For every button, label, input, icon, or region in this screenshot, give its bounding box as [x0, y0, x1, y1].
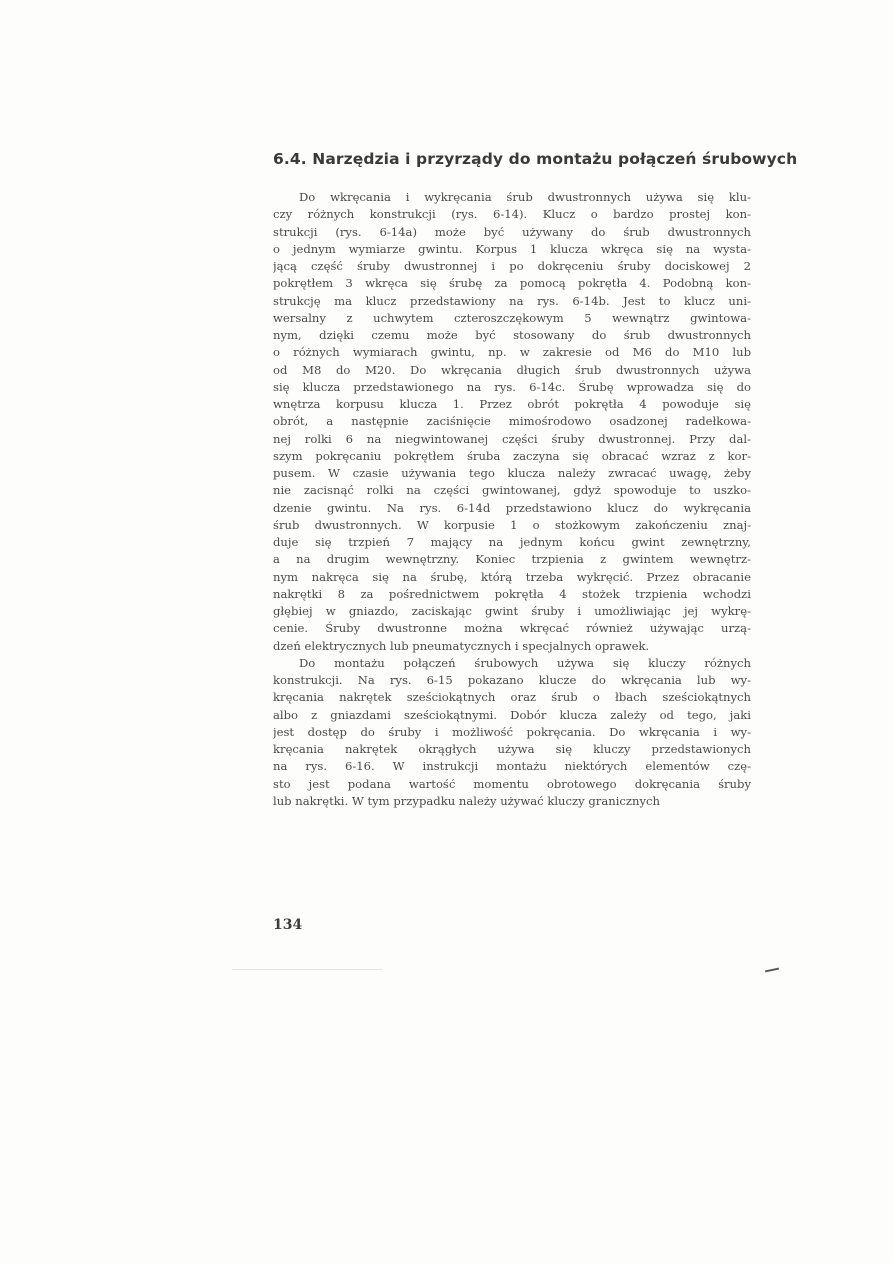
text-line: dzenie gwintu. Na rys. 6-14d przedstawiono klucz do wykręcania: [273, 500, 751, 515]
text-line: nym nakręca się na śrubę, którą trzeba wykręcić. Przez obracanie: [273, 569, 751, 584]
text-line: lub nakrętki. W tym przypadku należy używać kluczy granicznych: [273, 793, 660, 808]
text-line: strukcji (rys. 6-14a) może być używany do śrub dwustronnych: [273, 224, 751, 239]
text-line: strukcję ma klucz przedstawiony na rys. 6-14b. Jest to klucz uni-: [273, 293, 751, 308]
body-text: [273, 189, 751, 810]
scan-artifact-line: [232, 969, 382, 970]
text-line: jącą część śruby dwustronnej i po dokręceniu śruby dociskowej 2: [273, 259, 751, 273]
text-line: sto jest podana wartość momentu obrotowego dokręcania śruby: [273, 776, 751, 791]
text-line: dzeń elektrycznych lub pneumatycznych i specjalnych oprawek.: [273, 638, 650, 653]
page-number: 134: [273, 917, 303, 933]
text-line: Do wkręcania i wykręcania śrub dwustronnych używa się klu-: [299, 190, 751, 204]
text-line: a na drugim wewnętrzny. Koniec trzpienia z gwintem wewnętrz-: [273, 552, 751, 567]
text-line: duje się trzpień 7 mający na jednym końcu gwint zewnętrzny,: [273, 535, 751, 549]
text-line: czy różnych konstrukcji (rys. 6-14). Klucz o bardzo prostej kon-: [273, 207, 751, 222]
text-line: o różnych wymiarach gwintu, np. w zakresie od M6 do M10 lub: [273, 345, 751, 360]
text-line: głębiej w gniazdo, zaciskając gwint śruby i umożliwiając jej wykrę-: [273, 604, 751, 618]
text-line: się klucza przedstawionego na rys. 6-14c. Śrubę wprowadza się do: [273, 379, 751, 394]
text-line: śrub dwustronnych. W korpusie 1 o stożkowym zakończeniu znaj-: [273, 517, 751, 532]
text-line: cenie. Śruby dwustronne można wkręcać również używając urzą-: [273, 621, 751, 636]
text-line: jest dostęp do śruby i możliwość pokręcania. Do wkręcania i wy-: [273, 724, 751, 739]
text-line: o jednym wymiarze gwintu. Korpus 1 klucza wkręca się na wysta-: [273, 241, 751, 256]
text-line: nej rolki 6 na niegwintowanej części śruby dwustronnej. Przy dal-: [273, 431, 751, 446]
text-line: od M8 do M20. Do wkręcania długich śrub dwustronnych używa: [273, 362, 751, 377]
text-line: albo z gniazdami sześciokątnymi. Dobór klucza zależy od tego, jaki: [273, 707, 751, 722]
text-line: wnętrza korpusu klucza 1. Przez obrót pokrętła 4 powoduje się: [273, 397, 751, 411]
text-line: nakrętki 8 za pośrednictwem pokrętła 4 stożek trzpienia wchodzi: [273, 586, 751, 601]
text-line: na rys. 6-16. W instrukcji montażu niektórych elementów czę-: [273, 759, 751, 774]
text-line: szym pokręcaniu pokrętłem śruba zaczyna się obracać wzraz z kor-: [273, 448, 751, 463]
text-line: wersalny z uchwytem czteroszczękowym 5 wewnątrz gwintowa-: [273, 310, 751, 325]
text-line: nym, dzięki czemu może być stosowany do śrub dwustronnych: [273, 328, 751, 342]
text-line: kręcania nakrętek okrągłych używa się kluczy przedstawionych: [273, 742, 751, 756]
scan-artifact-mark: [765, 968, 779, 973]
text-line: pusem. W czasie używania tego klucza należy zwracać uwagę, żeby: [273, 466, 751, 480]
text-line: nie zacisnąć rolki na części gwintowanej, gdyż spowoduje to uszko-: [273, 483, 751, 498]
section-heading: 6.4. Narzędzia i przyrządy do montażu połączeń śrubowych: [273, 150, 798, 168]
text-line: pokrętłem 3 wkręca się śrubę za pomocą pokrętła 4. Podobną kon-: [273, 276, 751, 291]
text-line: kręcania nakrętek sześciokątnych oraz śrub o łbach sześciokątnych: [273, 690, 751, 705]
text-line: Do montażu połączeń śrubowych używa się kluczy różnych: [299, 655, 751, 670]
text-line: konstrukcji. Na rys. 6-15 pokazano klucze do wkręcania lub wy-: [273, 673, 751, 687]
text-line: obrót, a następnie zaciśnięcie mimośrodowo osadzonej radełkowa-: [273, 414, 751, 429]
